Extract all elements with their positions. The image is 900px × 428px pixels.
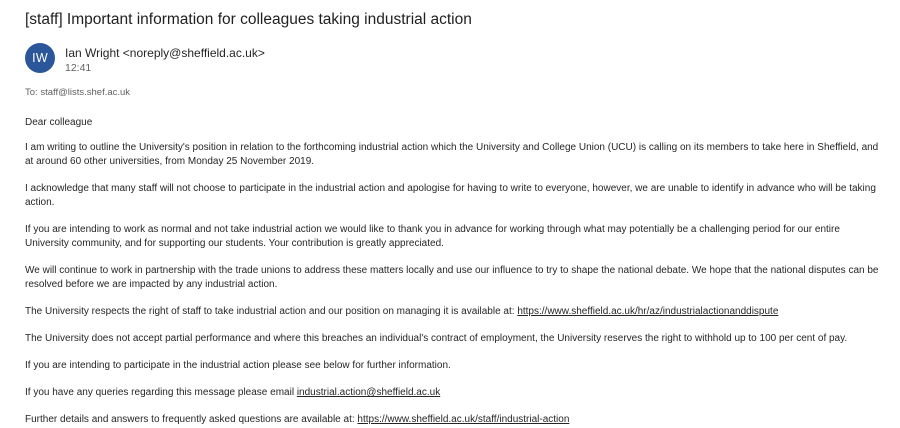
participate-paragraph: If you are intending to participate in the industrial action please see below for further information.	[25, 360, 451, 371]
recipient-line	[25, 87, 130, 98]
avatar-initials: IW	[32, 51, 48, 65]
sender-avatar[interactable]	[25, 43, 55, 73]
body-paragraph-4: We will continue to work in partnership with the trade unions to address these matters locally and use our influence to try to shape the national debate. We hope that the national disputes can be resolved before we are impacted by any industrial action.	[25, 265, 879, 290]
policy-paragraph	[25, 305, 885, 319]
sender-name[interactable]: Ian Wright <noreply@sheffield.ac.uk>	[65, 46, 265, 60]
queries-text: If you have any queries regarding this message please email	[25, 387, 297, 398]
further-details-paragraph	[25, 413, 885, 427]
email-subject: [staff] Important information for colleagues taking industrial action	[25, 11, 472, 28]
queries-paragraph	[25, 386, 885, 400]
body-paragraph-2: I acknowledge that many staff will not choose to participate in the industrial action and apologise for having to write to everyone, however, we are unable to identify in advance who will be taking action.	[25, 183, 876, 208]
to-label: To:	[25, 87, 38, 98]
body-paragraph-3: If you are intending to work as normal and not take industrial action we would like to thank you in advance for working through what may potentially be a challenging period for our entire University community, and for supporting our students. Your contribution is greatly appreciated.	[25, 224, 840, 249]
policy-link[interactable]: https://www.sheffield.ac.uk/hr/az/industrialactionanddispute	[517, 306, 779, 317]
body-paragraph-1: I am writing to outline the University's position in relation to the forthcoming industrial action which the University and College Union (UCU) is calling on its members to take here in Sheffield, and at around 60 other universities, from Monday 25 November 2019.	[25, 142, 879, 167]
partial-performance-paragraph: The University does not accept partial performance and where this breaches an individual's contract of employment, the University reserves the right to withhold up to 100 per cent of pay.	[25, 333, 848, 344]
further-details-link[interactable]: https://www.sheffield.ac.uk/staff/industrial-action	[357, 414, 570, 425]
further-text: Further details and answers to frequently asked questions are available at:	[25, 414, 358, 425]
greeting: Dear colleague	[25, 117, 93, 128]
sent-time: 12:41	[65, 62, 92, 74]
queries-email-link[interactable]: industrial.action@sheffield.ac.uk	[296, 387, 441, 398]
policy-text: The University respects the right of staff to take industrial action and our position on managing it is available at:	[25, 306, 518, 317]
to-address[interactable]: staff@lists.shef.ac.uk	[40, 87, 131, 98]
